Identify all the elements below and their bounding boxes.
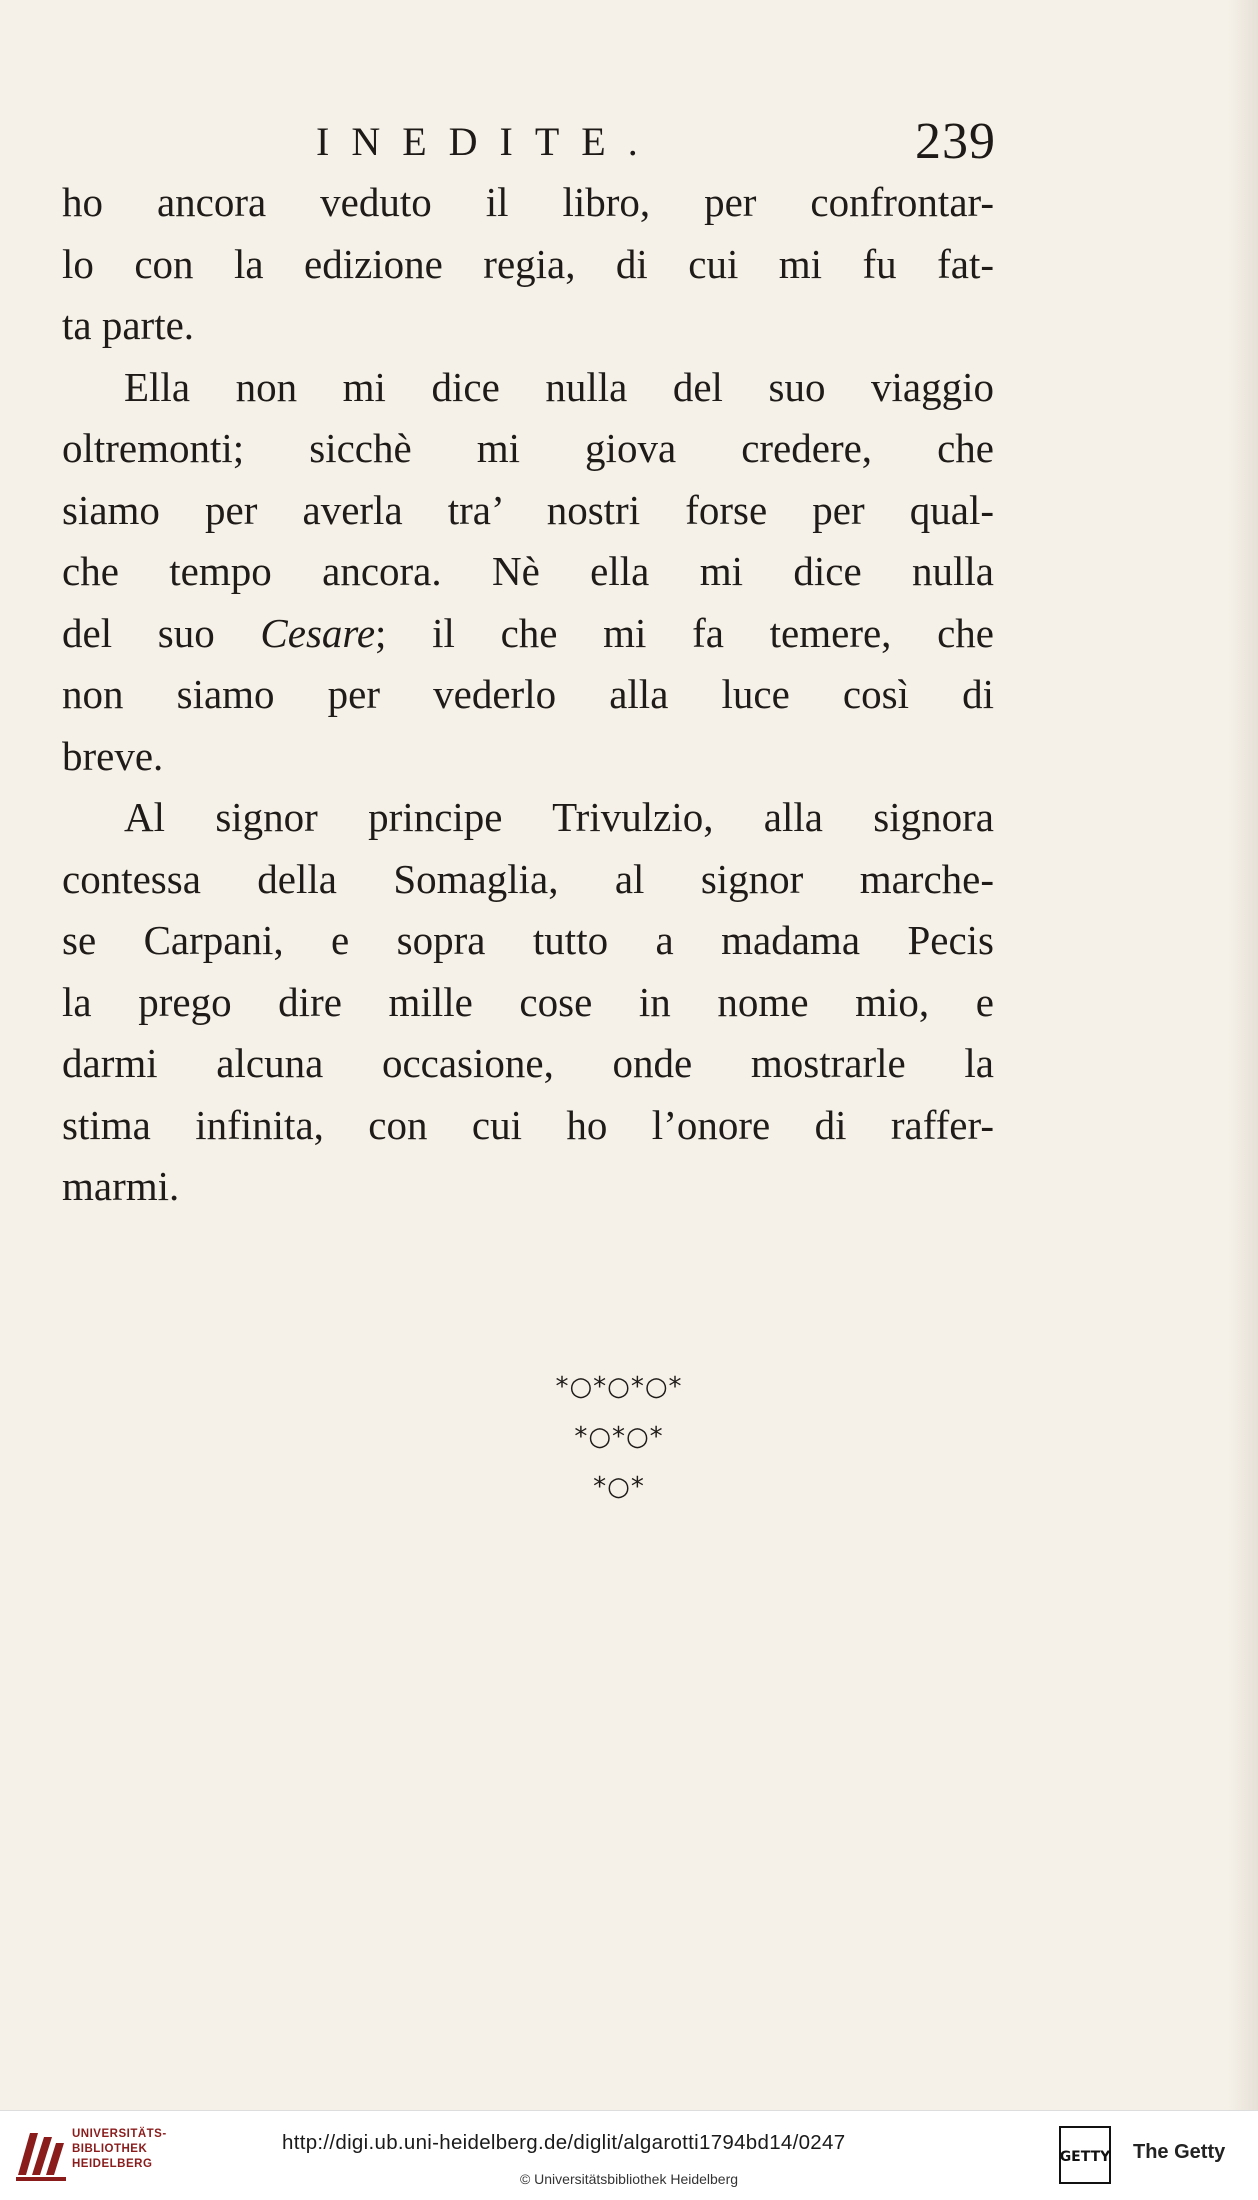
text-line: se Carpani, e sopra tutto a madama Pecis	[62, 917, 994, 963]
ornament-row-3: *○*	[593, 1472, 645, 1502]
running-title: INEDITE.	[316, 119, 660, 164]
text-line: lo con la edizione regia, di cui mi fu fat-	[62, 240, 994, 287]
text-line: marmi.	[62, 1163, 180, 1209]
getty-logo-icon	[1058, 2125, 1112, 2185]
text-line: ta parte.	[62, 302, 195, 348]
text-line-with-italic: del suo Cesare; il che mi fa temere, che	[62, 609, 994, 656]
text-line: oltremonti; sicchè mi giova credere, che	[62, 425, 994, 471]
text-line: Al signor principe Trivulzio, alla signora	[124, 794, 994, 840]
text-line: la prego dire mille cose in nome mio, e	[62, 978, 994, 1025]
text-line: che tempo ancora. Nè ella mi dice nulla	[62, 548, 994, 594]
text-line: Ella non mi dice nulla del suo viaggio	[124, 363, 994, 410]
text-line: stima infinita, con cui ho l’onore di raffer-	[62, 1101, 994, 1148]
ornament-row-2: *○*○*	[574, 1422, 664, 1452]
text-line: contessa della Somaglia, al signor marche-	[62, 855, 994, 902]
library-name: UNIVERSITÄTS- BIBLIOTHEK HEIDELBERG	[72, 2128, 167, 2170]
text-line: breve.	[62, 732, 164, 779]
text-line: non siamo per vederlo alla luce così di	[62, 671, 994, 717]
text-line: siamo per averla tra’ nostri forse per qual-	[62, 486, 994, 533]
italic-title: Cesare	[260, 609, 376, 656]
page-number: 239	[915, 113, 996, 170]
getty-logo-text: GETTY	[1059, 2149, 1111, 2165]
page-header	[316, 113, 996, 178]
viewer-footer	[0, 2110, 1258, 2200]
ornament-row-1: *○*○*○*	[555, 1372, 683, 1402]
page-edge-shadow	[1228, 0, 1258, 2110]
text-line: ho ancora veduto il libro, per confrontar-	[62, 179, 994, 225]
text-line: darmi alcuna occasione, onde mostrarle la	[62, 1040, 994, 1086]
body-text	[62, 172, 994, 1218]
getty-label: The Getty	[1133, 2141, 1226, 2163]
copyright-notice: © Universitätsbibliothek Heidelberg	[519, 2171, 739, 2187]
permalink-url[interactable]: http://digi.ub.uni-heidelberg.de/diglit/algarotti1794bd14/0247	[282, 2131, 846, 2154]
